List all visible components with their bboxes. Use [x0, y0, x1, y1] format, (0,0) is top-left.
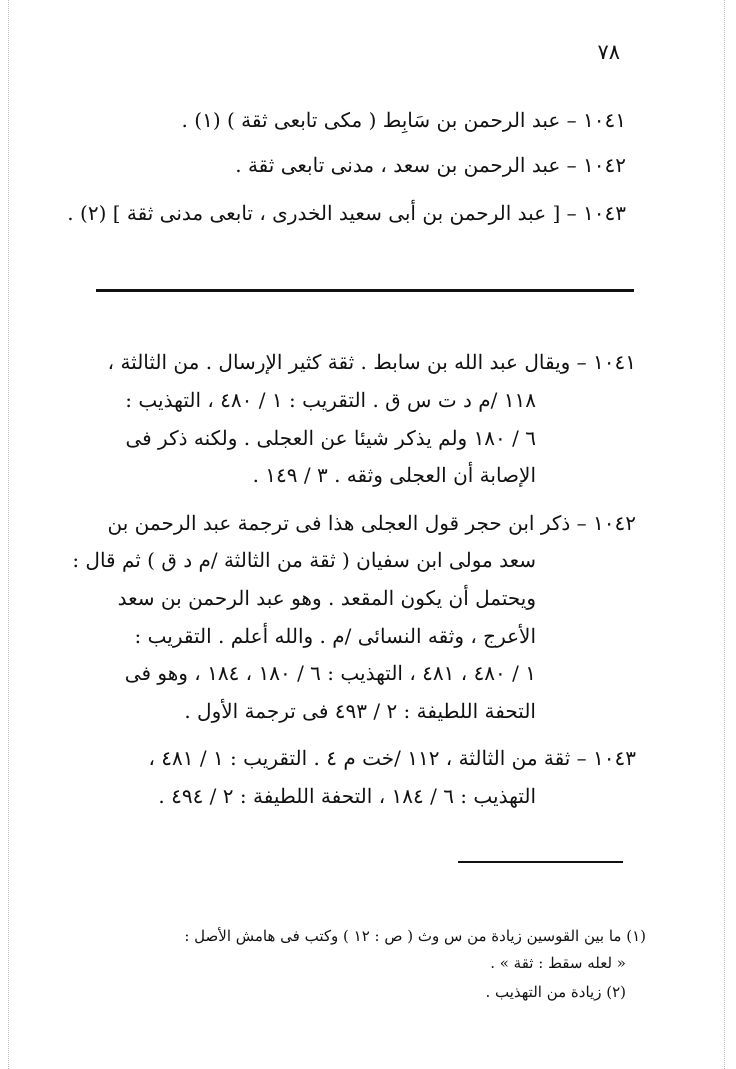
note-1041-line-3: ٦ / ١٨٠ ولم يذكر شيئا عن العجلى . ولكنه ذكر فى	[125, 426, 536, 450]
footnote-1-line-1: (١) ما بين القوسين زيادة من س وث ( ص : ١٢ ) وكتب فى هامش الأصل :	[184, 927, 646, 945]
left-margin-dots	[8, 0, 9, 1069]
note-1042-line-1: ١٠٤٢ – ذكر ابن حجر قول العجلى هذا فى ترجمة عبد الرحمن بن	[107, 511, 636, 535]
note-1042-line-6: التحفة اللطيفة : ٢ / ٤٩٣ فى ترجمة الأول .	[184, 699, 536, 723]
footnote-2: (٢) زيادة من التهذيب .	[485, 983, 626, 1001]
right-margin-dots	[724, 0, 725, 1069]
entry-1041: ١٠٤١ – عبد الرحمن بن سَابِط ( مكى تابعى ثقة ) (١) .	[181, 108, 626, 132]
note-1042-line-3: ويحتمل أن يكون المقعد . وهو عبد الرحمن بن سعد	[117, 586, 536, 610]
footnote-1-line-2: « لعله سقط : ثقة » .	[490, 954, 626, 972]
note-1041-line-4: الإصابة أن العجلى وثقه . ٣ / ١٤٩ .	[252, 463, 536, 487]
note-1042-line-2: سعد مولى ابن سفيان ( ثقة من الثالثة /م د ق ) ثم قال :	[72, 548, 536, 572]
page-number: ٧٨	[597, 40, 620, 64]
note-1043-line-1: ١٠٤٣ – ثقة من الثالثة ، ١١٢ /خت م ٤ . التقريب : ١ / ٤٨١ ،	[148, 746, 636, 770]
note-1041-line-2: ١١٨ /م د ت س ق . التقريب : ١ / ٤٨٠ ، التهذيب :	[125, 388, 536, 412]
note-1043-line-2: التهذيب : ٦ / ١٨٤ ، التحفة اللطيفة : ٢ / ٤٩٤ .	[158, 784, 536, 808]
note-1042-line-4: الأعرج ، وثقه النسائى /م . والله أعلم . التقريب :	[134, 624, 536, 648]
footnote-separator-rule	[458, 861, 623, 863]
entry-1043: ١٠٤٣ – [ عبد الرحمن بن أبى سعيد الخدرى ، تابعى مدنى ثقة ] (٢) .	[67, 201, 626, 225]
note-1041-line-1: ١٠٤١ – ويقال عبد الله بن سابط . ثقة كثير الإرسال . من الثالثة ،	[107, 350, 636, 374]
note-1042-line-5: ١ / ٤٨٠ ، ٤٨١ ، التهذيب : ٦ / ١٨٠ ، ١٨٤ ، وهو فى	[124, 661, 536, 685]
main-separator-rule	[96, 289, 634, 292]
entry-1042: ١٠٤٢ – عبد الرحمن بن سعد ، مدنى تابعى ثقة .	[235, 153, 626, 177]
